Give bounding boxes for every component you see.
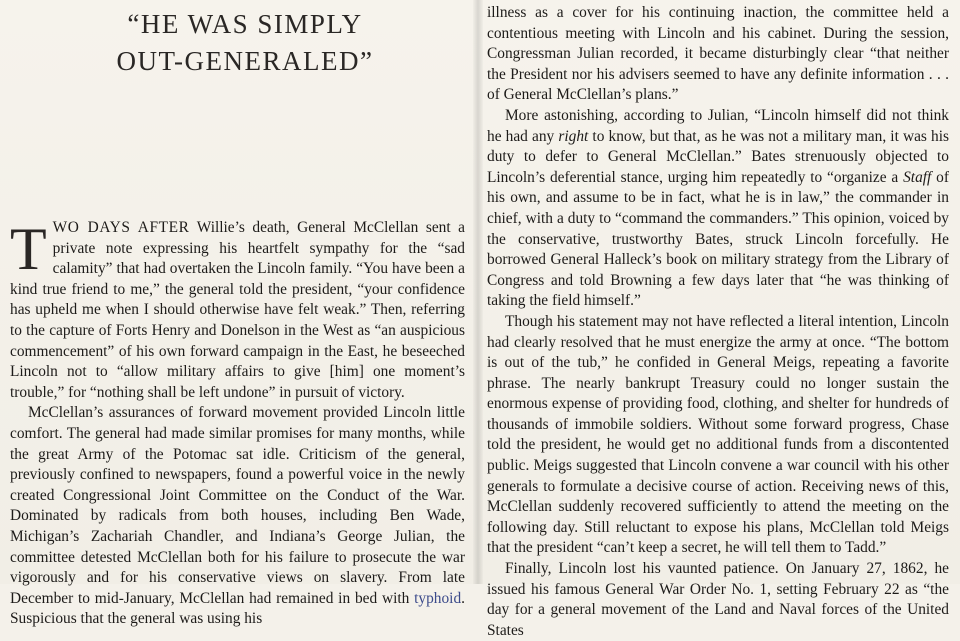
left-text-column [10, 218, 465, 630]
opening-paragraph-text: Willie’s death, General McClellan sent a private note expressing his heartfelt sympathy for the “sad calamity” that had overtaken the Lincoln family. “You have been a kind true friend to me,” the general told the president, “your confidence has upheld me when I should otherwise have felt weak.” Then, referring to the capture of Forts Henry and Donelson in the West as “an auspicious commencement” of his own forward campaign in the East, he beseeched Lincoln not to “allow military affairs to give [him] one moment’s trouble,” for “nothing shall be left undone” in pursuit of victory. [10, 219, 465, 401]
chapter-title-line-1: “HE WAS SIMPLY [127, 9, 363, 39]
paragraph: Though his statement may not have reflected a literal intention, Lincoln had clearly resolved that he must energize the army at once. “The bottom is out of the tub,” he confided in General Meigs, repeating a favorite phrase. The nearly bankrupt Treasury could no longer sustain the enormous expense of providing food, clothing, and shelter for hundreds of thousands of immobile soldiers. Without some forward progress, Chase told the president, he would get no additional funds from a discontented public. Meigs suggested that Lincoln convene a war council with his other generals to formulate a decisive course of action. Receiving news of this, McClellan suddenly recovered sufficiently to attend the meeting on the following day. Still reluctant to expose his plans, McClellan told Meigs that the president “can’t keep a secret, he will tell them to Tadd.” [487, 312, 949, 557]
paragraph: Finally, Lincoln lost his vaunted patience. On January 27, 1862, he issued his famous General War Order No. 1, setting February 22 as “the day for a general movement of the Land and Naval forces of the United States [487, 560, 949, 639]
opening-small-caps: WO DAYS AFTER [52, 219, 190, 236]
right-text-column [487, 3, 949, 641]
highlighted-word: typhoid [414, 589, 462, 607]
opening-paragraph [10, 218, 465, 403]
drop-cap: T [10, 216, 47, 282]
italic-word: Staff [903, 168, 932, 186]
page-gutter-shadow [473, 0, 483, 584]
italic-word: right [558, 127, 589, 145]
chapter-title-line-2: OUT-GENERALED” [116, 46, 374, 76]
paragraph: More astonishing, according to Julian, “Lincoln himself did not think he had any right to know, but that, as he was not a military man, it was his duty to defer to General McClellan.” Bates strenuously objected to Lincoln’s deferential stance, urging him repeatedly to “organize a Staff of his own, and assume to be in fact, what he is in law,” the commander in chief, with a duty to “command the commanders.” This opinion, voiced by the conservative, trustworthy Bates, struck Lincoln forcefully. He borrowed General Halleck’s book on military strategy from the Library of Congress and told Browning a few days later that “he was thinking of taking the field himself.” [487, 106, 950, 310]
paragraph: McClellan’s assurances of forward movement provided Lincoln little comfort. The general had made similar promises for many months, while the great Army of the Potomac sat idle. Criticism of the general, previously confined to newspapers, found a powerful voice in the newly created Congressional Joint Committee on the Conduct of the War. Dominated by radicals from both houses, including Ben Wade, Michigan’s Zachariah Chandler, and Indiana’s George Julian, the committee detested McClellan both for his failure to prosecute the war vigorously and for his conservative views on slavery. From late December to mid-January, McClellan had remained in bed with typhoid. Suspicious that the general was using his [10, 404, 465, 628]
chapter-title [95, 6, 395, 80]
continued-paragraph: illness as a cover for his continuing inaction, the committee held a contentious meeting with Lincoln and his cabinet. During the session, Congressman Julian recorded, it became disturbingly clear “that neither the President nor his advisers seemed to have any definite information . . . of General McClellan’s plans.” [487, 4, 949, 104]
